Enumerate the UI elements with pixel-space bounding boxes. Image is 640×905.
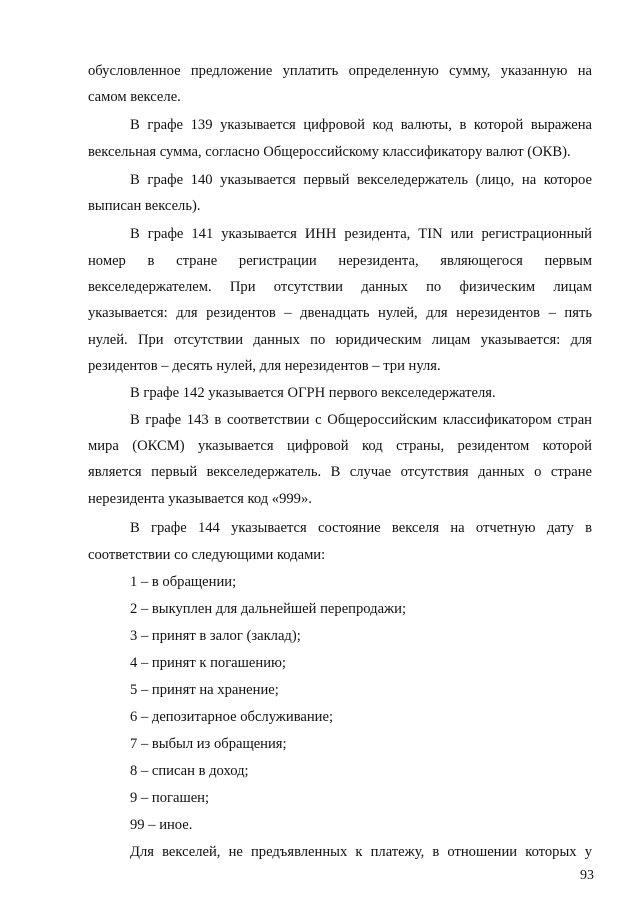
text-line: является первый векселедержатель. В случае отсутствия данных о стране [88,464,592,480]
code-list-item: 3 – принят в залог (заклад); [130,628,301,644]
text-line: указывается: для резидентов – двенадцать нулей, для нерезидентов – пять [88,305,592,321]
code-list-item: 2 – выкуплен для дальнейшей перепродажи; [130,601,406,617]
code-list-item: 8 – списан в доход; [130,763,249,779]
code-list-item: 5 – принят на хранение; [130,682,279,698]
text-line: В графе 144 указывается состояние векселя на отчетную дату в [130,520,592,536]
text-line: векселедержателем. При отсутствии данных по физическим лицам [88,279,592,295]
text-line: резидентов – десять нулей, для нерезидентов – три нуля. [88,358,441,374]
text-line: нулей. При отсутствии данных по юридическим лицам указывается: для [88,332,592,348]
text-line: обусловленное предложение уплатить определенную сумму, указанную на [88,63,592,79]
text-line: нерезидента указывается код «999». [88,491,312,507]
text-line: В графе 143 в соответствии с Общероссийским классификатором стран [130,412,592,428]
code-list-item: 6 – депозитарное обслуживание; [130,709,334,725]
page-number: 93 [580,868,594,883]
text-line: самом векселе. [88,89,181,105]
text-line: номер в стране регистрации нерезидента, являющегося первым [88,253,592,269]
text-line: В графе 141 указывается ИНН резидента, TIN или регистрационный [130,226,592,242]
code-list-item: 4 – принят к погашению; [130,655,286,671]
text-line: Для векселей, не предъявленных к платежу, в отношении которых у [130,844,592,860]
code-list-item: 1 – в обращении; [130,574,237,590]
text-line: вексельная сумма, согласно Общероссийскому классификатору валют (ОКВ). [88,144,571,160]
text-line: выписан вексель). [88,198,201,214]
text-line: В графе 142 указывается ОГРН первого векселедержателя. [130,385,496,401]
text-line: В графе 140 указывается первый векселедержатель (лицо, на которое [130,172,592,188]
code-list-item: 99 – иное. [130,817,193,833]
text-line: В графе 139 указывается цифровой код валюты, в которой выражена [130,117,592,133]
code-list-item: 9 – погашен; [130,790,210,806]
text-line: мира (ОКСМ) указывается цифровой код страны, резидентом которой [88,438,592,454]
text-line: соответствии со следующими кодами: [88,547,326,563]
code-list-item: 7 – выбыл из обращения; [130,736,287,752]
